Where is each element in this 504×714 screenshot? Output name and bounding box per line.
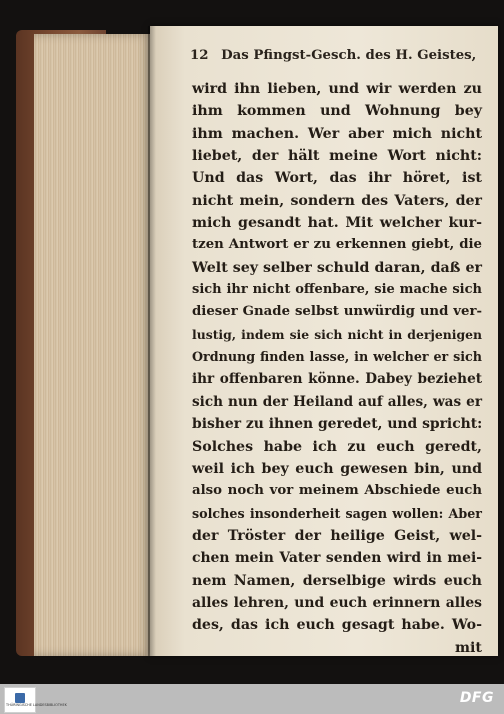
- text-line: Solches habe ich zu euch geredt,: [192, 438, 482, 455]
- text-line: bisher zu ihnen geredet, und spricht:: [192, 416, 483, 433]
- text-line: ihm kommen und Wohnung bey: [192, 103, 482, 120]
- text-line: sich ihr nicht offenbare, sie mache sich: [192, 282, 482, 298]
- text-line: ihr offenbaren könne. Dabey beziehet: [192, 371, 482, 388]
- text-line: der Tröster der heilige Geist, wel-: [192, 527, 482, 544]
- page-gutter-shadow: [148, 26, 156, 656]
- text-line: solches insonderheit sagen wollen: Aber: [192, 505, 482, 521]
- text-line: weil ich bey euch gewesen bin, und: [192, 460, 482, 477]
- text-line: lustig, indem sie sich nicht in derjenigen: [192, 326, 482, 342]
- text-line: dieser Gnade selbst unwürdig und ver-: [192, 304, 482, 320]
- text-line: wird ihn lieben, und wir werden zu: [192, 81, 482, 97]
- dfg-logo[interactable]: DFG: [459, 690, 494, 706]
- text-line: tzen Antwort er zu erkennen giebt, die: [192, 237, 482, 253]
- text-line: Welt sey selber schuld daran, daß er: [192, 259, 482, 276]
- text-line: nem Namen, derselbige wirds euch: [192, 572, 482, 589]
- page-body-text: [192, 78, 482, 659]
- catchword: mit: [455, 639, 482, 656]
- text-line: mich gesandt hat. Mit welcher kur-: [192, 215, 482, 232]
- text-line: ihm machen. Wer aber mich nicht: [192, 125, 482, 142]
- library-logo-icon: [15, 693, 25, 703]
- library-logo[interactable]: [4, 687, 67, 713]
- page-number: 12: [190, 48, 209, 63]
- text-line: liebet, der hält meine Wort nicht:: [192, 148, 482, 165]
- running-title: Das Pfingst-Gesch. des H. Geistes,: [221, 48, 477, 63]
- page-header: [190, 48, 480, 63]
- text-line: sich nun der Heiland auf alles, was er: [192, 393, 482, 410]
- text-line: Ordnung finden lasse, in welcher er sich: [192, 349, 482, 365]
- page-edges: [34, 34, 152, 656]
- text-line: alles lehren, und euch erinnern alles: [192, 594, 482, 611]
- text-line: Und das Wort, das ihr höret, ist: [192, 170, 482, 187]
- viewer-footer-bar: [0, 684, 504, 714]
- text-line: also noch vor meinem Abschiede euch: [192, 483, 482, 499]
- text-line: des, das ich euch gesagt habe. Wo-: [192, 617, 482, 634]
- text-line: nicht mein, sondern des Vaters, der: [192, 192, 482, 209]
- library-logo-caption: THÜRINGISCHE LANDESBIBLIOTHEK: [6, 703, 67, 707]
- text-line: chen mein Vater senden wird in mei-: [192, 550, 482, 567]
